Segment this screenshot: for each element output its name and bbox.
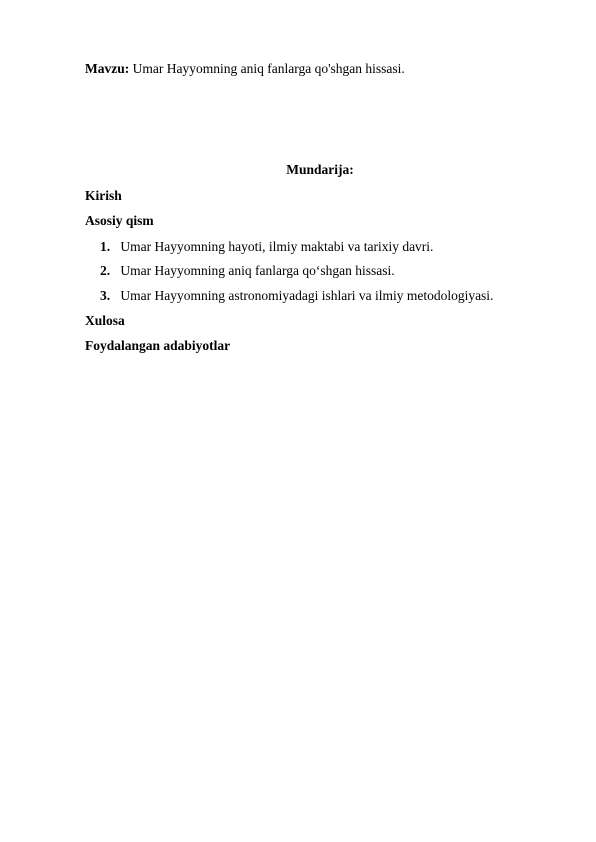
toc-main-section: Asosiy qism bbox=[85, 213, 154, 228]
toc-list-item bbox=[100, 288, 493, 304]
toc-list-item bbox=[100, 239, 433, 255]
toc-list-item bbox=[100, 263, 395, 279]
topic-text: Umar Hayyomning aniq fanlarga qo'shgan hissasi. bbox=[132, 61, 405, 76]
toc-item-text: Umar Hayyomning hayoti, ilmiy maktabi va tarixiy davri. bbox=[120, 239, 434, 254]
toc-item-text: Umar Hayyomning astronomiyadagi ishlari va ilmiy metodologiyasi. bbox=[120, 288, 494, 303]
toc-item-number: 2. bbox=[100, 263, 111, 278]
toc-title: Mundarija: bbox=[286, 162, 354, 177]
toc-item-number: 1. bbox=[100, 239, 111, 254]
toc-references: Foydalangan adabiyotlar bbox=[85, 338, 231, 353]
topic-line bbox=[85, 61, 405, 77]
toc-item-text: Umar Hayyomning aniq fanlarga qo‘shgan hissasi. bbox=[120, 263, 395, 278]
toc-intro: Kirish bbox=[85, 188, 122, 203]
topic-label: Mavzu: bbox=[85, 61, 130, 76]
toc-item-number: 3. bbox=[100, 288, 111, 303]
toc-conclusion: Xulosa bbox=[85, 313, 125, 328]
